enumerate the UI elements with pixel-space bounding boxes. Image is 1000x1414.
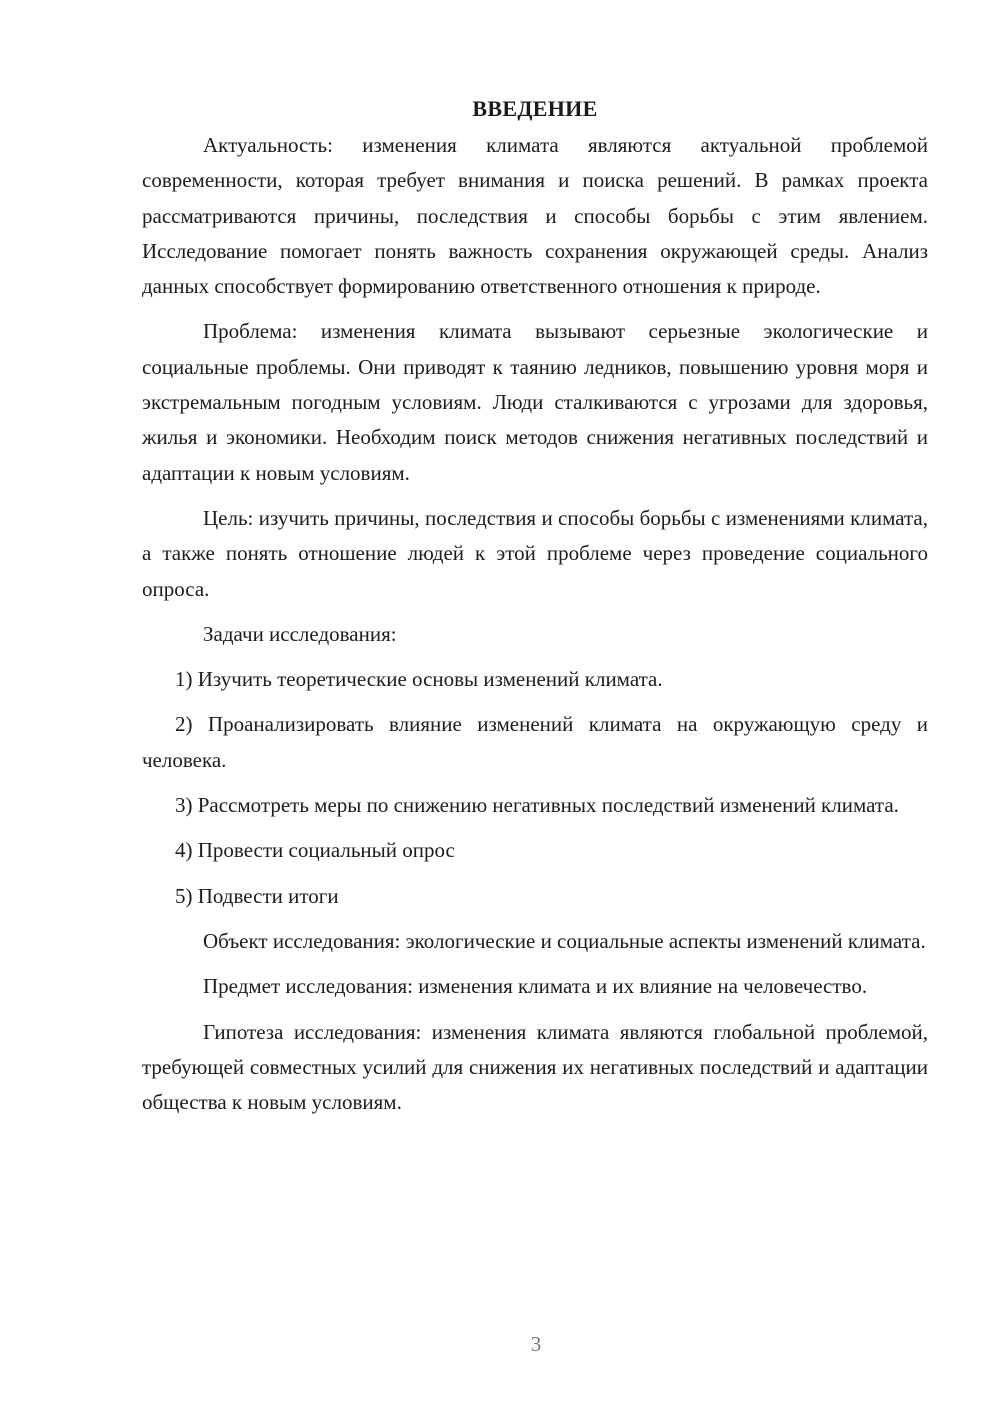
problem-paragraph: Проблема: изменения климата вызывают серьезные экологические и социальные проблемы. Они приводят к таянию ледников, повышению уровня моря и экстремальным погодным условиям. Люди сталкиваются с угрозами для здоровья, жилья и экономики. Необходим поиск методов снижения негативных последствий и адаптации к новым условиям. [142, 319, 928, 485]
document-page [142, 92, 928, 1120]
subject-paragraph: Предмет исследования: изменения климата и их влияние на человечество. [203, 974, 868, 999]
page-title: ВВЕДЕНИЕ [472, 96, 598, 121]
goal-paragraph: Цель: изучить причины, последствия и способы борьбы с изменениями климата, а также понять отношение людей к этой проблеме через проведение социального опроса. [142, 505, 928, 601]
task-item-2: 2) Проанализировать влияние изменений климата на окружающую среду и человека. [142, 712, 928, 772]
relevance-paragraph: Актуальность: изменения климата являются актуальной проблемой современности, которая требует внимания и поиска решений. В рамках проекта рассматриваются причины, последствия и способы борьбы с этим явлением. Исследование помогает понять важность сохранения окружающей среды. Анализ данных способствует формированию ответственного отношения к природе. [142, 133, 928, 299]
object-paragraph: Объект исследования: экологические и социальные аспекты изменений климата. [203, 928, 926, 953]
task-item-1: 1) Изучить теоретические основы изменений климата. [175, 667, 663, 692]
task-item-4: 4) Провести социальный опрос [175, 838, 455, 863]
hypothesis-paragraph: Гипотеза исследования: изменения климата являются глобальной проблемой, требующей совместных усилий для снижения их негативных последствий и адаптации общества к новым условиям. [142, 1019, 928, 1115]
task-item-5: 5) Подвести итоги [175, 883, 339, 908]
tasks-heading: Задачи исследования: [203, 621, 397, 646]
page-number: 3 [530, 1332, 542, 1356]
task-item-3: 3) Рассмотреть меры по снижению негативных последствий изменений климата. [175, 793, 899, 818]
